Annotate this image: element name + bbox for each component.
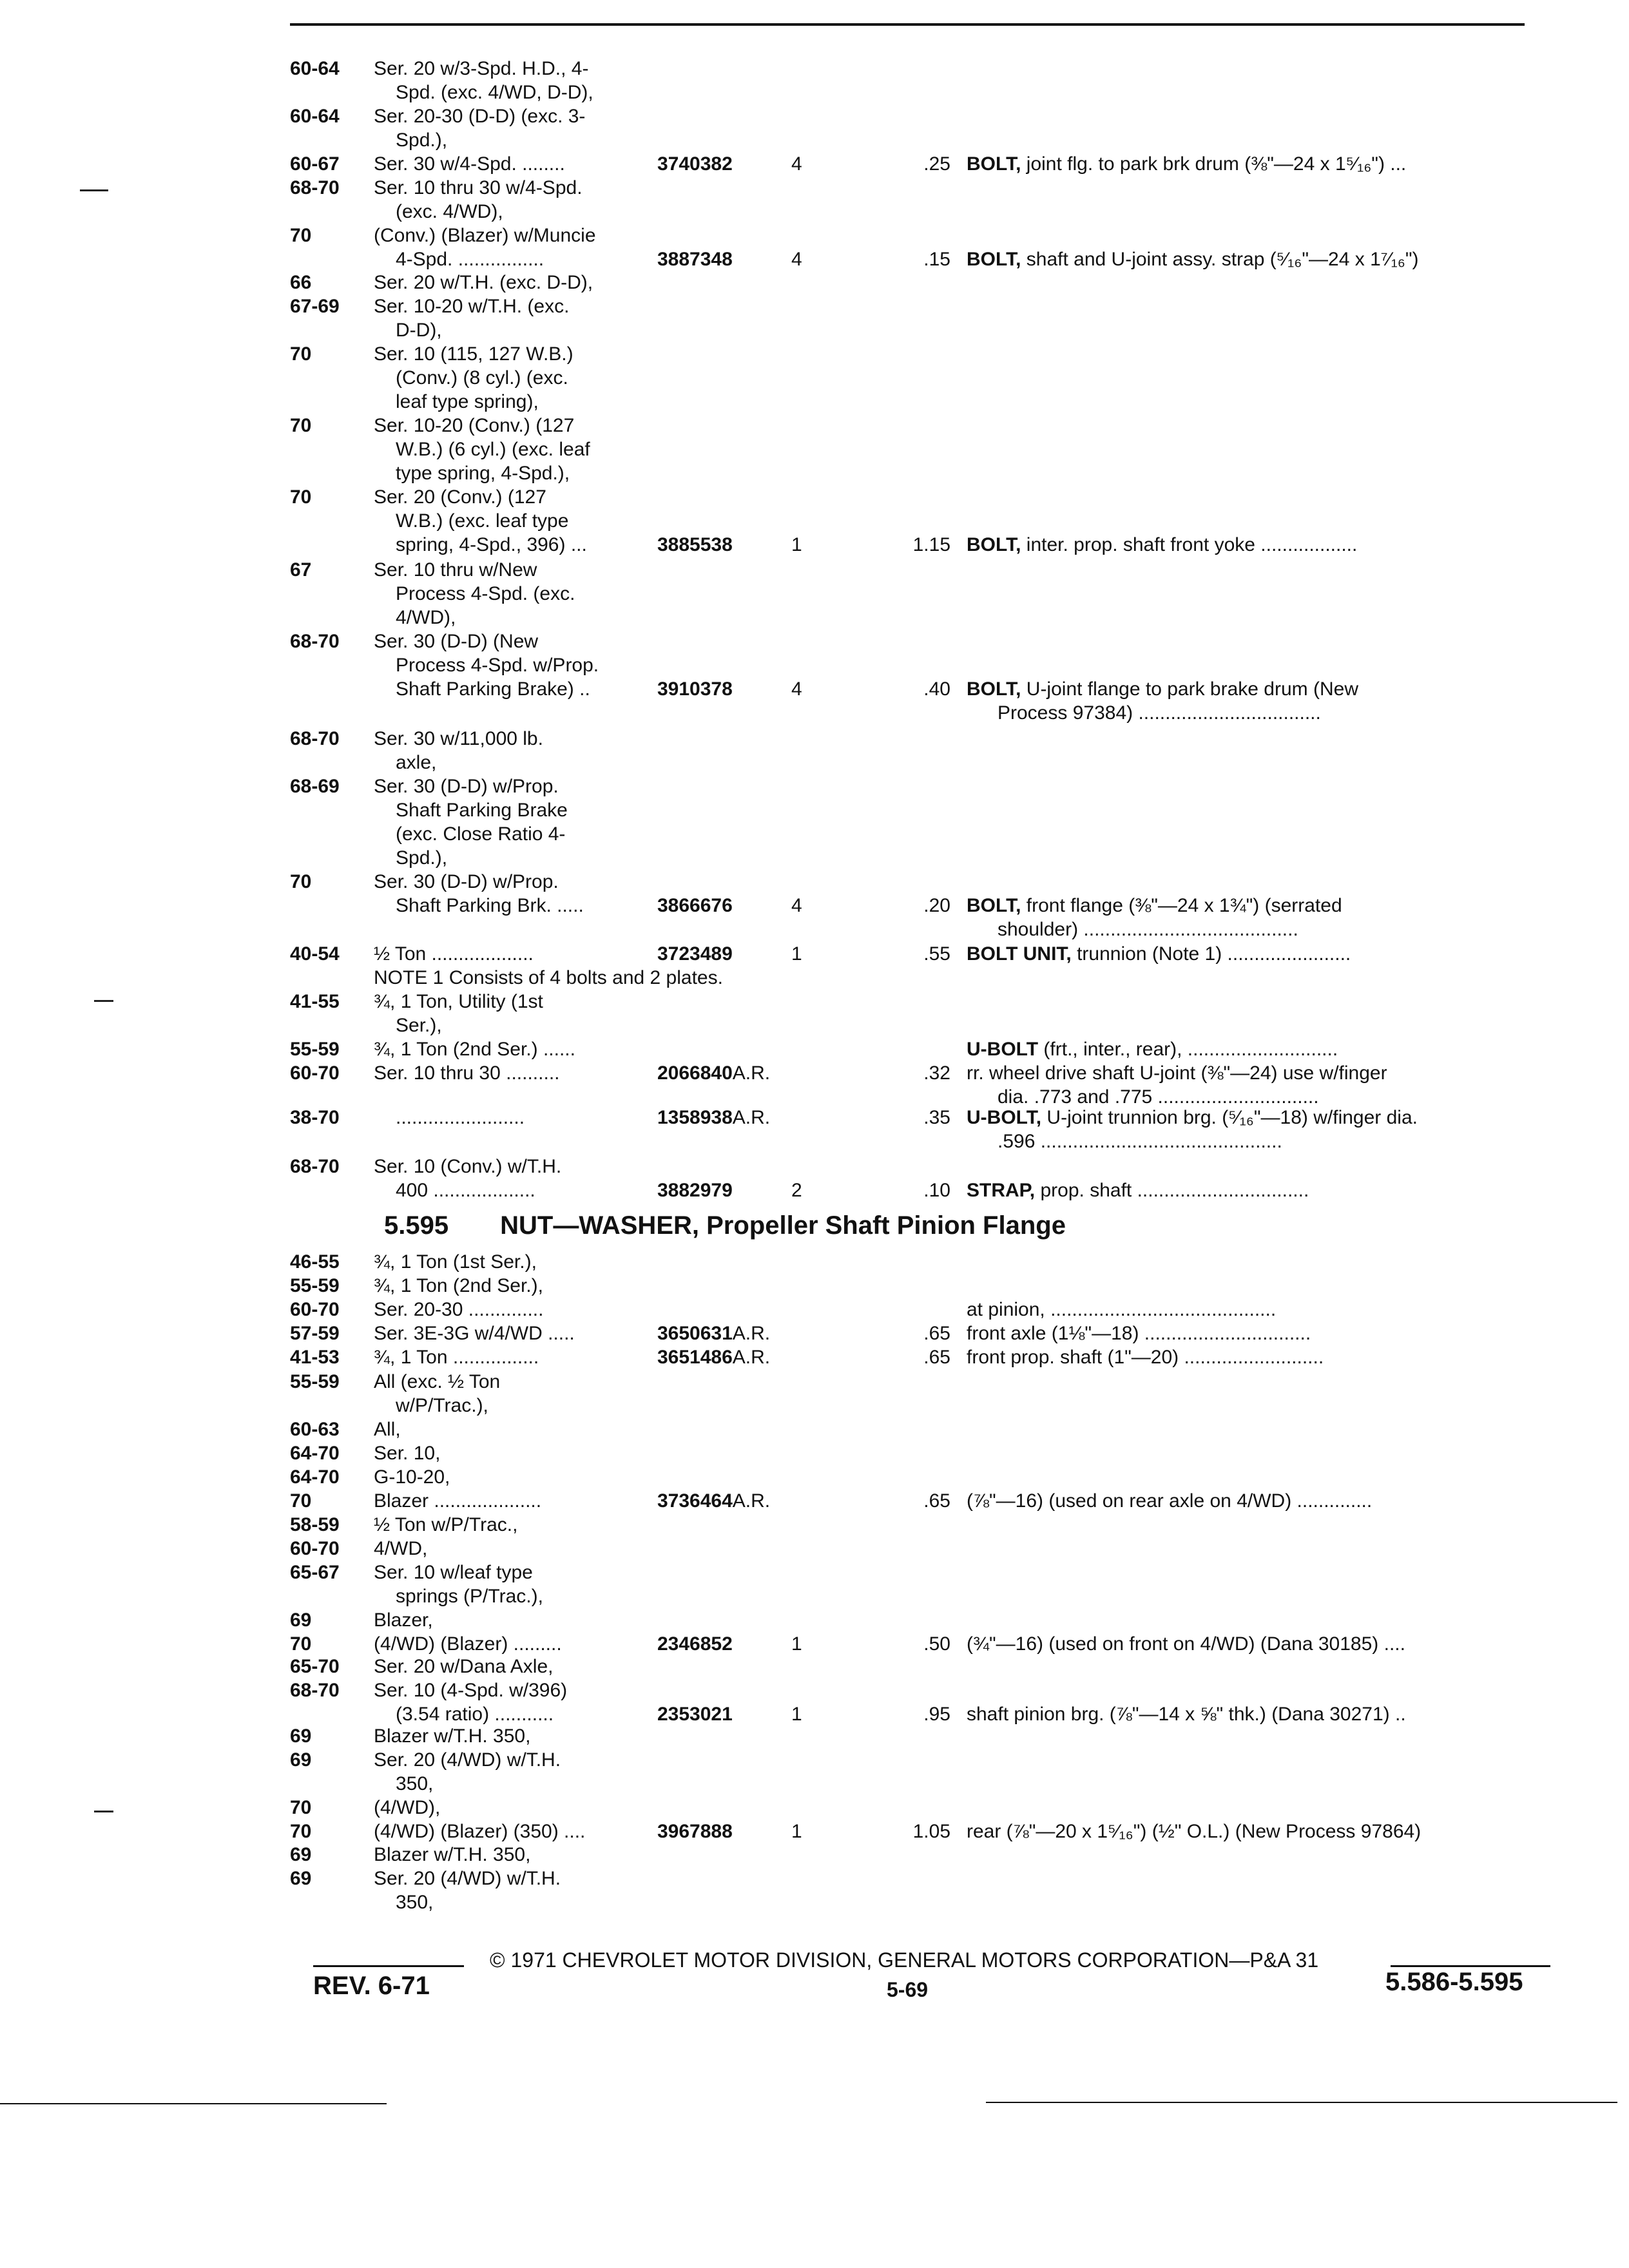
model-line: Process 4-Spd. (exc.: [396, 583, 575, 604]
model-years: 60-70: [290, 1538, 340, 1559]
model-line: W.B.) (exc. leaf type: [396, 510, 569, 532]
model-years: 65-70: [290, 1656, 340, 1677]
model-years: 38-70: [290, 1107, 340, 1128]
model-line: type spring, 4-Spd.),: [396, 463, 570, 484]
model-line: Ser. 10 (4-Spd. w/396): [374, 1680, 568, 1701]
parts-entry: [0, 1106, 1629, 1152]
model-line: 4/WD,: [374, 1538, 428, 1559]
model-line: Shaft Parking Brk. .....: [396, 895, 584, 916]
model-years: 67: [290, 559, 312, 581]
model-application: [374, 1155, 561, 1202]
parts-entry: [0, 1843, 1629, 1921]
part-number: 3651486A.R.: [657, 1347, 771, 1368]
price: .65: [923, 1490, 950, 1512]
part-name: STRAP,: [967, 1180, 1036, 1201]
model-application: [374, 990, 575, 1085]
model-line: Ser. 10-20 (Conv.) (127: [374, 415, 575, 436]
part-description: [967, 152, 1547, 176]
quantity: 1: [791, 943, 802, 965]
section-title: NUT—WASHER, Propeller Shaft Pinion Flange: [500, 1211, 1066, 1240]
part-number: 3736464A.R.: [657, 1490, 771, 1512]
quantity: 4: [791, 153, 802, 175]
part-name: BOLT,: [967, 678, 1021, 700]
description-line: dia. .773 and .775 ..............................: [998, 1086, 1319, 1108]
model-line: Ser. 3E-3G w/4/WD .....: [374, 1323, 575, 1344]
model-years: 41-55: [290, 991, 340, 1012]
model-years: 69: [290, 1749, 312, 1771]
part-number: 3723489: [657, 943, 733, 965]
model-line: Spd.),: [396, 847, 448, 869]
footer-rule-left: [313, 1965, 464, 1967]
price: .95: [923, 1704, 950, 1725]
model-line: (3.54 ratio) ...........: [396, 1704, 554, 1725]
model-years: 41-53: [290, 1347, 340, 1368]
part-number: 2066840A.R.: [657, 1062, 771, 1084]
part-description: [967, 1820, 1547, 1843]
model-line: (4/WD) (Blazer) (350) ....: [374, 1821, 586, 1842]
model-years: 40-54: [290, 943, 340, 965]
price: .40: [923, 678, 950, 700]
description-line: front axle (1⅛"—18) ...............................: [967, 1323, 1311, 1344]
model-years: 60-64: [290, 58, 340, 79]
model-years: 55-59: [290, 1371, 340, 1392]
model-years: 64-70: [290, 1443, 340, 1464]
model-line: G-10-20,: [374, 1466, 450, 1488]
parts-entry: [0, 57, 1629, 278]
model-years: 60-64: [290, 106, 340, 127]
footer-rule-right: [1391, 1965, 1550, 1967]
parts-entry: [0, 1250, 1629, 1376]
model-line: Shaft Parking Brake) ..: [396, 678, 590, 700]
part-name: BOLT,: [967, 249, 1021, 270]
price: .32: [923, 1062, 950, 1084]
model-years: 70: [290, 1797, 312, 1818]
model-years: 70: [290, 871, 312, 892]
model-years: 60-70: [290, 1062, 340, 1084]
part-number: 3650631A.R.: [657, 1323, 771, 1344]
part-description: [967, 942, 1547, 966]
model-line: Blazer ....................: [374, 1490, 542, 1512]
description-line: BOLT, inter. prop. shaft front yoke ..................: [967, 534, 1358, 555]
part-description: [967, 1702, 1547, 1726]
model-line: Ser. 10 thru 30 ..........: [374, 1062, 560, 1084]
model-line: Ser. 20 w/3-Spd. H.D., 4-: [374, 58, 589, 79]
part-description: [967, 677, 1547, 725]
model-years: 46-55: [290, 1251, 340, 1273]
model-years: 70: [290, 225, 312, 246]
description-line: front prop. shaft (1"—20) ..........................: [967, 1347, 1324, 1368]
description-line: U-BOLT (frt., inter., rear), ............................: [967, 1039, 1338, 1060]
model-application: [374, 1370, 541, 1513]
part-name: U-BOLT,: [967, 1107, 1042, 1128]
model-application: [374, 558, 599, 701]
model-line: Ser. 20-30 (D-D) (exc. 3-: [374, 106, 586, 127]
model-line: 350,: [396, 1773, 434, 1794]
model-years: 69: [290, 1868, 312, 1889]
part-description: [967, 1298, 1547, 1321]
model-line: (Conv.) (8 cyl.) (exc.: [396, 367, 568, 389]
model-line: Ser. 30 (D-D) w/Prop.: [374, 776, 559, 797]
model-application: [374, 1250, 575, 1369]
model-line: ½ Ton ...................: [374, 943, 534, 965]
price: .10: [923, 1180, 950, 1201]
model-line: D-D),: [396, 320, 442, 341]
parts-entry: [0, 727, 1629, 940]
model-years: 58-59: [290, 1514, 340, 1535]
as-required-label: A.R.: [732, 1323, 771, 1344]
description-line: shaft pinion brg. (⅞"—14 x ⅝" thk.) (Dana 30271) ..: [967, 1704, 1406, 1725]
model-years: 68-70: [290, 177, 340, 198]
description-line: STRAP, prop. shaft ................................: [967, 1180, 1309, 1201]
description-line: BOLT, joint flg. to park brk drum (⅜"—24 x 1⁵⁄₁₆") ...: [967, 153, 1407, 175]
price: .35: [923, 1107, 950, 1128]
price: .50: [923, 1633, 950, 1655]
model-line: ¾, 1 Ton (1st Ser.),: [374, 1251, 537, 1273]
model-line: Ser. 10 w/leaf type: [374, 1562, 533, 1583]
model-line: ........................: [396, 1107, 525, 1128]
quantity: 1: [791, 1821, 802, 1842]
model-line: Ser. 30 w/11,000 lb.: [374, 728, 543, 749]
model-line: Ser. 30 (D-D) w/Prop.: [374, 871, 559, 892]
model-years: 70: [290, 1821, 312, 1842]
model-line: 400 ...................: [396, 1180, 535, 1201]
bottom-rule-right: [986, 2102, 1617, 2103]
model-line: NOTE 1 Consists of 4 bolts and 2 plates.: [374, 967, 723, 988]
model-years: 65-67: [290, 1562, 340, 1583]
parts-entry: [0, 271, 1629, 563]
model-application: [374, 1843, 561, 1914]
part-number: 2353021: [657, 1704, 733, 1725]
part-number: 3740382: [657, 153, 733, 175]
as-required-label: A.R.: [732, 1107, 771, 1128]
part-number: 3882979: [657, 1180, 733, 1201]
top-rule: [290, 23, 1525, 26]
part-description: [967, 1106, 1547, 1153]
part-number: 2346852: [657, 1633, 733, 1655]
quantity: 1: [791, 1704, 802, 1725]
model-years: 68-70: [290, 1156, 340, 1177]
parts-entry: [0, 1655, 1629, 1733]
model-line: axle,: [396, 752, 437, 773]
description-line: rear (⅞"—20 x 1⁵⁄₁₆") (½" O.L.) (New Process 97864): [967, 1821, 1422, 1842]
model-years: 60-67: [290, 153, 340, 175]
parts-entry: [0, 558, 1629, 724]
model-line: spring, 4-Spd., 396) ...: [396, 534, 587, 555]
description-line: BOLT, front flange (⅜"—24 x 1¾") (serrated: [967, 895, 1342, 916]
model-line: Ser. 20 w/T.H. (exc. D-D),: [374, 272, 593, 293]
part-description: [967, 1321, 1547, 1345]
revision-label: REV. 6-71: [313, 1972, 430, 2000]
as-required-label: A.R.: [732, 1347, 771, 1368]
part-description: [967, 247, 1547, 271]
model-line: w/P/Trac.),: [396, 1395, 488, 1416]
model-years: 68-70: [290, 1680, 340, 1701]
model-line: (Conv.) (Blazer) w/Muncie: [374, 225, 596, 246]
quantity: 1: [791, 534, 802, 555]
model-line: 4-Spd. ................: [396, 249, 545, 270]
price: 1.15: [912, 534, 950, 555]
price: .25: [923, 153, 950, 175]
price: .65: [923, 1323, 950, 1344]
model-line: Ser. 10 (Conv.) w/T.H.: [374, 1156, 562, 1177]
model-line: Spd.),: [396, 130, 448, 151]
model-years: 70: [290, 1633, 312, 1655]
description-line: Process 97384) ..................................: [998, 702, 1321, 724]
model-line: ¾, 1 Ton (2nd Ser.) ......: [374, 1039, 575, 1060]
model-line: Ser. 10-20 w/T.H. (exc.: [374, 296, 570, 317]
part-name: BOLT,: [967, 153, 1021, 175]
section-heading: [384, 1211, 1066, 1240]
model-years: 67-69: [290, 296, 340, 317]
part-description: [967, 533, 1547, 557]
model-line: Blazer w/T.H. 350,: [374, 1844, 531, 1865]
model-application: [374, 1513, 562, 1656]
model-line: Ser. 20 w/Dana Axle,: [374, 1656, 554, 1677]
section-range: 5.586-5.595: [1385, 1968, 1523, 1996]
model-line: All (exc. ½ Ton: [374, 1371, 501, 1392]
model-years: 70: [290, 486, 312, 508]
model-line: Blazer w/T.H. 350,: [374, 1725, 531, 1747]
model-line: leaf type spring),: [396, 391, 539, 412]
model-years: 55-59: [290, 1275, 340, 1296]
model-application: [374, 1106, 525, 1129]
model-line: 350,: [396, 1892, 434, 1913]
part-number: 3910378: [657, 678, 733, 700]
parts-entry: [0, 1724, 1629, 1850]
model-line: All,: [374, 1419, 401, 1440]
model-line: Process 4-Spd. w/Prop.: [396, 655, 599, 676]
as-required-label: A.R.: [732, 1490, 771, 1512]
part-description: [967, 1632, 1547, 1656]
parts-entry: [0, 1370, 1629, 1519]
quantity: 1: [791, 1633, 802, 1655]
part-description: [967, 1489, 1547, 1513]
model-line: ¾, 1 Ton ................: [374, 1347, 539, 1368]
model-years: 64-70: [290, 1466, 340, 1488]
model-line: Ser. 10 (115, 127 W.B.): [374, 343, 574, 365]
part-number: 1358938A.R.: [657, 1107, 771, 1128]
page-number: 5-69: [887, 1978, 929, 2001]
description-line: rr. wheel drive shaft U-joint (⅜"—24) use w/finger: [967, 1062, 1387, 1084]
description-line: BOLT UNIT, trunnion (Note 1) .......................: [967, 943, 1351, 965]
part-name: U-BOLT: [967, 1039, 1039, 1060]
quantity: 2: [791, 1180, 802, 1201]
model-line: Ser.),: [396, 1015, 442, 1036]
description-line: BOLT, shaft and U-joint assy. strap (⁵⁄₁₆"—24 x 1⁷⁄₁₆"): [967, 249, 1419, 270]
parts-entry: [0, 1155, 1629, 1209]
model-years: 68-70: [290, 728, 340, 749]
model-application: [374, 271, 593, 557]
part-description: [967, 894, 1547, 941]
model-line: ¾, 1 Ton (2nd Ser.),: [374, 1275, 543, 1296]
model-line: ½ Ton w/P/Trac.,: [374, 1514, 518, 1535]
model-application: [374, 1724, 585, 1843]
price: 1.05: [912, 1821, 950, 1842]
section-number: 5.595: [384, 1211, 449, 1240]
model-line: Ser. 20 (4/WD) w/T.H.: [374, 1749, 561, 1771]
description-line: (¾"—16) (used on front on 4/WD) (Dana 30185) ....: [967, 1633, 1405, 1655]
part-description: [967, 1178, 1547, 1202]
model-line: springs (P/Trac.),: [396, 1586, 543, 1607]
copyright-notice: © 1971 CHEVROLET MOTOR DIVISION, GENERAL MOTORS CORPORATION—P&A 31: [490, 1948, 1319, 1972]
model-line: Ser. 20 (Conv.) (127: [374, 486, 546, 508]
model-line: Ser. 20-30 ..............: [374, 1299, 544, 1320]
model-line: Shaft Parking Brake: [396, 800, 568, 821]
part-description: [967, 1037, 1547, 1061]
description-line: U-BOLT, U-joint trunnion brg. (⁵⁄₁₆"—18) w/finger dia.: [967, 1107, 1418, 1128]
bottom-rule-left: [0, 2103, 387, 2104]
model-line: (4/WD) (Blazer) .........: [374, 1633, 562, 1655]
price: .55: [923, 943, 950, 965]
description-line: shoulder) ........................................: [998, 919, 1298, 940]
quantity: 4: [791, 895, 802, 916]
part-description: [967, 1345, 1547, 1369]
model-line: Ser. 30 (D-D) (New: [374, 631, 539, 652]
model-line: (4/WD),: [374, 1797, 441, 1818]
part-description: [967, 1061, 1547, 1109]
model-line: Ser. 10 thru w/New: [374, 559, 537, 581]
model-line: 4/WD),: [396, 607, 456, 628]
description-line: .596 .............................................: [998, 1131, 1282, 1152]
model-years: 70: [290, 1490, 312, 1512]
model-application: [374, 727, 584, 918]
parts-entry: [0, 1513, 1629, 1662]
model-years: 70: [290, 343, 312, 365]
quantity: 4: [791, 678, 802, 700]
part-number: 3967888: [657, 1821, 733, 1842]
model-years: 60-63: [290, 1419, 340, 1440]
model-years: 66: [290, 272, 312, 293]
part-number: 3885538: [657, 534, 733, 555]
model-line: Ser. 10 thru 30 w/4-Spd.: [374, 177, 583, 198]
price: .20: [923, 895, 950, 916]
model-line: Ser. 20 (4/WD) w/T.H.: [374, 1868, 561, 1889]
model-line: Ser. 10,: [374, 1443, 441, 1464]
as-required-label: A.R.: [732, 1062, 771, 1084]
quantity: 4: [791, 249, 802, 270]
description-line: at pinion, ..........................................: [967, 1299, 1277, 1320]
model-application: [374, 1655, 567, 1726]
price: .65: [923, 1347, 950, 1368]
description-line: BOLT, U-joint flange to park brake drum (New: [967, 678, 1358, 700]
part-name: BOLT UNIT,: [967, 943, 1072, 965]
model-years: 55-59: [290, 1039, 340, 1060]
description-line: (⅞"—16) (used on rear axle on 4/WD) ..............: [967, 1490, 1373, 1512]
model-years: 69: [290, 1844, 312, 1865]
model-years: 60-70: [290, 1299, 340, 1320]
model-line: (exc. 4/WD),: [396, 201, 503, 222]
model-line: ¾, 1 Ton, Utility (1st: [374, 991, 543, 1012]
part-number: 3866676: [657, 895, 733, 916]
parts-entry: [0, 990, 1629, 1108]
model-line: (exc. Close Ratio 4-: [396, 823, 566, 845]
part-name: BOLT,: [967, 534, 1021, 555]
model-years: 70: [290, 415, 312, 436]
part-number: 3887348: [657, 249, 733, 270]
model-line: Blazer,: [374, 1610, 433, 1631]
price: .15: [923, 249, 950, 270]
model-years: 57-59: [290, 1323, 340, 1344]
part-name: BOLT,: [967, 895, 1021, 916]
model-years: 69: [290, 1610, 312, 1631]
model-years: 68-69: [290, 776, 340, 797]
model-line: Ser. 30 w/4-Spd. ........: [374, 153, 565, 175]
parts-entry: [0, 942, 1629, 996]
model-line: W.B.) (6 cyl.) (exc. leaf: [396, 439, 590, 460]
model-application: [374, 57, 596, 271]
model-years: 69: [290, 1725, 312, 1747]
model-line: Spd. (exc. 4/WD, D-D),: [396, 82, 593, 103]
model-years: 68-70: [290, 631, 340, 652]
